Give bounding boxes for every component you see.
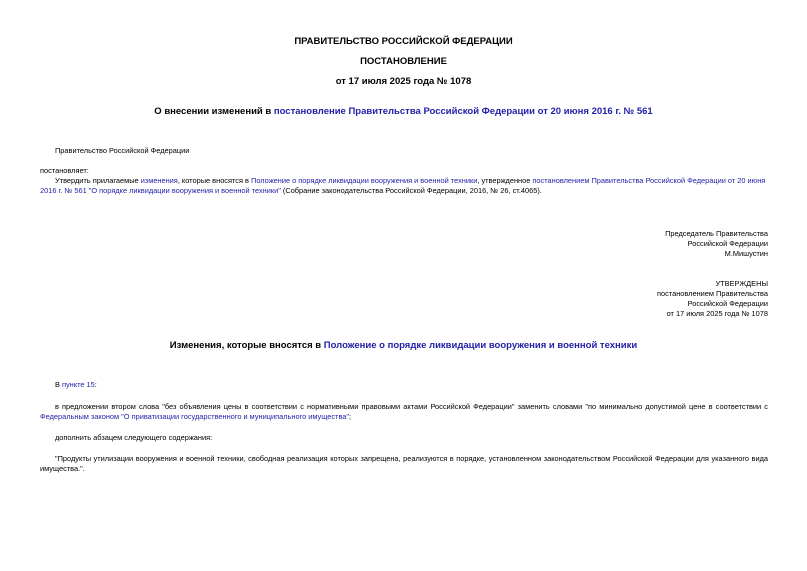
doc-title-link[interactable]: постановление Правительства Российской Федерации от 20 июня 2016 г. № 561 xyxy=(273,106,653,117)
signature-line-1: Председатель Правительства xyxy=(665,229,768,238)
intro-paragraph xyxy=(40,176,768,196)
government-text: Правительство Российской Федерации xyxy=(55,146,190,155)
signature-line-3: М.Мишустин xyxy=(724,249,768,258)
change-paragraph-1-text-b: ; xyxy=(349,412,352,421)
changes-link[interactable]: изменения xyxy=(140,176,178,185)
privatization-law-link[interactable]: Федеральным законом "О приватизации государственного и муниципального имущества" xyxy=(40,412,350,421)
approved-block xyxy=(657,279,768,319)
intro-text-4: (Собрание законодательства Российской Федерации, 2016, № 26, ст.4065). xyxy=(280,186,542,195)
point-prefix: В xyxy=(55,380,62,389)
intro-text-1: Утвердить прилагаемые xyxy=(55,176,141,185)
intro-text-2: , которые вносятся в xyxy=(177,176,252,185)
point-suffix: : xyxy=(94,380,97,389)
approved-line-3: Российской Федерации xyxy=(687,299,768,308)
signature-line-2: Российской Федерации xyxy=(687,239,768,248)
changes-title-prefix: Изменения, которые вносятся в xyxy=(169,340,324,351)
doc-type-heading: ПОСТАНОВЛЕНИЕ xyxy=(360,56,447,67)
doc-title-prefix: О внесении изменений в xyxy=(154,106,274,117)
change-paragraph-3: "Продукты утилизации вооружения и военной техники, свободная реализация которых запрещена, реализуются в порядке, установленном законодательством Российской Федерации для указанного вида имущества.". xyxy=(40,454,768,473)
approved-line-4: от 17 июля 2025 года № 1078 xyxy=(666,309,768,318)
approved-line-1: УТВЕРЖДЕНЫ xyxy=(715,279,768,288)
approved-line-2: постановлением Правительства xyxy=(657,289,768,298)
change-paragraph-1-text-a: в предложении втором слова "без объявления цены в соответствии с нормативными правовыми актами Российской Федерации" заменить словами "по минимально допустимой цене в соответствии с xyxy=(55,402,768,411)
point-line xyxy=(55,380,97,390)
org-heading: ПРАВИТЕЛЬСТВО РОССИЙСКОЙ ФЕДЕРАЦИИ xyxy=(294,36,513,47)
signature-block xyxy=(665,229,768,259)
changes-title xyxy=(0,340,807,351)
change-paragraph-1 xyxy=(40,402,768,422)
regulation-link[interactable]: Положение о порядке ликвидации вооружения и военной техники xyxy=(251,176,478,185)
change-paragraph-2: дополнить абзацем следующего содержания: xyxy=(55,433,213,442)
doc-date-number: от 17 июля 2025 года № 1078 xyxy=(335,76,472,87)
changes-title-link[interactable]: Положение о порядке ликвидации вооружения и военной техники xyxy=(323,340,638,351)
point-15-link[interactable]: пункте 15 xyxy=(61,380,95,389)
decides-text: постановляет: xyxy=(40,166,89,175)
resolution-link[interactable]: постановлением Правительства Российской Федерации от 20 июня 2016 г. № 561 "О порядке ликвидации вооружения и военной техники" xyxy=(40,176,766,195)
intro-text-3: , утвержденное xyxy=(477,176,533,185)
doc-title xyxy=(0,106,807,117)
